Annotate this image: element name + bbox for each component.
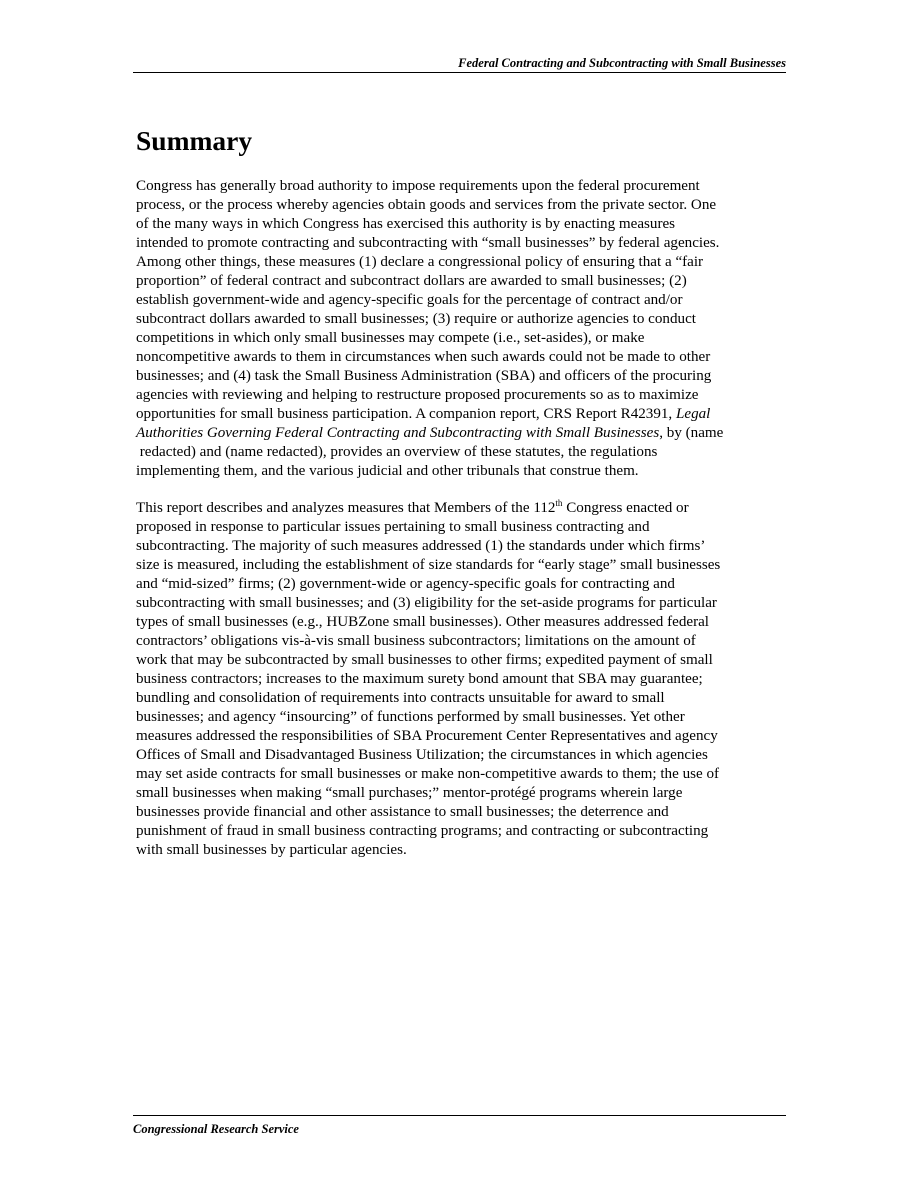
text-line: bundling and consolidation of requirements into contracts unsuitable for award to small	[136, 690, 665, 706]
text-line: implementing them, and the various judicial and other tribunals that construe them.	[136, 463, 639, 479]
text-line: business contractors; increases to the maximum surety bond amount that SBA may guarantee;	[136, 671, 703, 687]
text-line: types of small businesses (e.g., HUBZone small businesses). Other measures addressed federal	[136, 614, 710, 630]
text-line: establish government-wide and agency-specific goals for the percentage of contract and/or	[136, 292, 683, 308]
text-line: small businesses when making “small purchases;” mentor-protégé programs wherein large	[136, 785, 683, 801]
text-line: subcontract dollars awarded to small businesses; (3) require or authorize agencies to conduct	[136, 311, 696, 327]
text-fragment: This report describes and analyzes measures that Members of the 112	[136, 500, 556, 516]
text-line: may set aside contracts for small businesses or make non-competitive awards to them; the use of	[136, 766, 720, 782]
ordinal-suffix: th	[555, 497, 563, 508]
section-title: Summary	[136, 125, 253, 156]
text-line: businesses; and (4) task the Small Business Administration (SBA) and officers of the procuring	[136, 368, 712, 384]
text-line-with-reference	[136, 405, 787, 424]
text-line: work that may be subcontracted by small businesses to other firms; expedited payment of small	[136, 652, 713, 668]
text-line: with small businesses by particular agencies.	[136, 842, 407, 858]
running-header: Federal Contracting and Subcontracting with Small Businesses	[133, 55, 786, 73]
text-line: Offices of Small and Disadvantaged Business Utilization; the circumstances in which agencies	[136, 747, 708, 763]
text-line: competitions in which only small businesses may compete (i.e., set-asides), or make	[136, 330, 645, 346]
text-line: subcontracting. The majority of such measures addressed (1) the standards under which firms’	[136, 538, 706, 554]
reference-author-text: , by (name	[659, 425, 724, 441]
text-line: businesses provide financial and other assistance to small businesses; the deterrence and	[136, 804, 669, 820]
summary-paragraph-2	[136, 499, 787, 860]
companion-report-title-end: Authorities Governing Federal Contracting and Subcontracting with Small Businesses	[136, 425, 660, 441]
text-line: intended to promote contracting and subcontracting with “small businesses” by federal agencies.	[136, 235, 720, 251]
text-line: and “mid-sized” firms; (2) government-wide or agency-specific goals for contracting and	[136, 576, 675, 592]
text-line: size is measured, including the establishment of size standards for “early stage” small businesses	[136, 557, 721, 573]
reference-lead-in: opportunities for small business participation. A companion report, CRS Report R42391,	[136, 406, 676, 422]
text-line: Among other things, these measures (1) declare a congressional policy of ensuring that a “fair	[136, 254, 704, 270]
companion-report-title-start: Legal	[675, 406, 711, 422]
text-line: punishment of fraud in small business contracting programs; and contracting or subcontracting	[136, 823, 709, 839]
text-line: measures addressed the responsibilities of SBA Procurement Center Representatives and agency	[136, 728, 718, 744]
text-line	[136, 499, 787, 518]
text-line: Congress has generally broad authority to impose requirements upon the federal procurement	[136, 178, 700, 194]
summary-paragraph-1	[136, 177, 787, 481]
text-line: redacted) and (name redacted), provides an overview of these statutes, the regulations	[136, 444, 658, 460]
text-line: process, or the process whereby agencies obtain goods and services from the private sector. One	[136, 197, 717, 213]
footer-publisher: Congressional Research Service	[133, 1122, 299, 1136]
text-line: noncompetitive awards to them in circumstances when such awards could not be made to other	[136, 349, 711, 365]
text-line: proposed in response to particular issues pertaining to small business contracting and	[136, 519, 650, 535]
text-line: businesses; and agency “insourcing” of functions performed by small businesses. Yet other	[136, 709, 685, 725]
text-line: agencies with reviewing and helping to restructure proposed procurements so as to maximize	[136, 387, 699, 403]
text-line-with-reference	[136, 424, 787, 443]
page-footer	[133, 1115, 786, 1138]
text-line: subcontracting with small businesses; and (3) eligibility for the set-aside programs for particular	[136, 595, 717, 611]
text-line: of the many ways in which Congress has exercised this authority is by enacting measures	[136, 216, 676, 232]
text-line: proportion” of federal contract and subcontract dollars are awarded to small businesses; (2)	[136, 273, 687, 289]
text-fragment: Congress enacted or	[562, 500, 689, 516]
text-line: contractors’ obligations vis-à-vis small business subcontractors; limitations on the amount of	[136, 633, 696, 649]
